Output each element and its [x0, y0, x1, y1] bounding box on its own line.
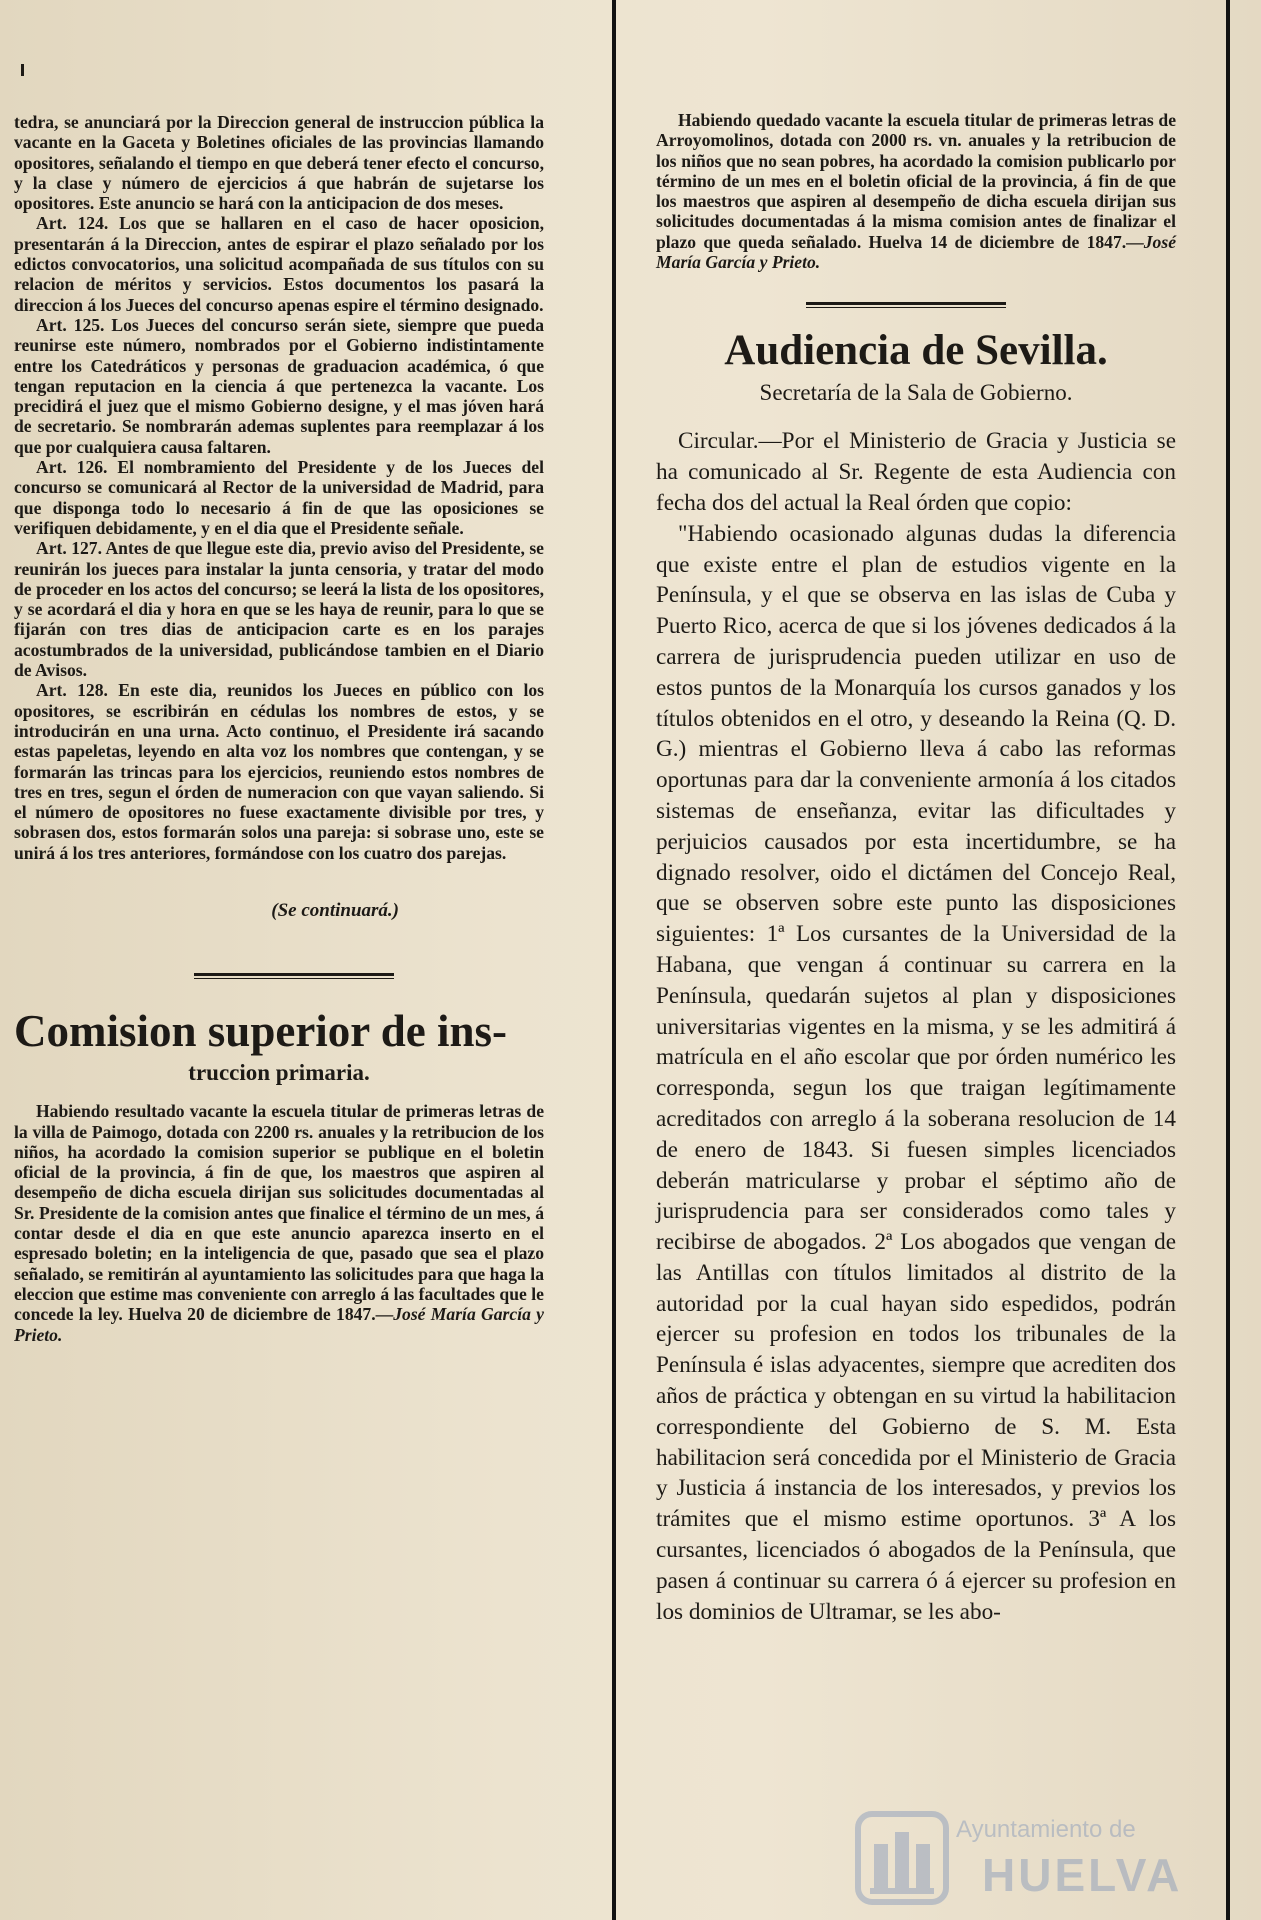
circular-text: "Habiendo ocasionado algunas dudas la diferencia que existe entre el plan de estudios vigente en la Península, y el que se observa en las islas de Cuba y Puerto Rico, acerca de que si los jóvenes dedicados á la carrera de jurisprudencia pueden utilizar en uso de estos puntos de la Monarquía los cursos ganados y los títulos obtenidos en el otro, y deseando la Reina (Q. D. G.) mientras el Gobierno lleva á cabo las reformas oportunas para dar la conveniente armonía á los citados sistemas de enseñanza, evitar las dificultades y perjuicios causados por esta incertidumbre, se ha dignado resolver, oido el dictámen del Concejo Real, que se observen sobre este punto las disposiciones siguientes: 1ª Los cursantes de la Universidad de la Habana, que vengan á continuar su carrera en la Península, quedarán sujetos al plan y disposiciones universitarias vigentes en la misma, y se les admitirá á matrícula en el año escolar que por órden numérico les corresponda, segun los que traigan legítimamente acreditados con arreglo á la soberana resolucion de 14 de enero de 1843. Si fuesen simples licenciados deberán matricularse y probar el séptimo año de jurisprudencia para ser considerados como tales y recibirse de abogados. 2ª Los abogados que vengan de las Antillas con títulos limitados al distrito de la autoridad por la cual hayan sido espedidos, podrán ejercer su profesion en todos los tribunales de la Península é islas adyacentes, siempre que acrediten dos años de práctica y obtengan en su virtud la habilitacion correspondiente del Gobierno de S. M. Esta habilitacion será concedida por el Ministerio de Gracia y Justicia á instancia de los interesados, y previos los trámites que el mismo estime oportunos. 3ª A los cursantes, licenciados ó abogados de la Península, que pasen á continuar su carrera ó á ejercer su profesion en los dominios de Ultramar, se les abo-: [656, 520, 1176, 1625]
article-text: El nombramiento del Presidente y de los Jueces del concurso se comunicará al Rector de la universidad de Madrid, para que disponga todo lo necesario á fin de que las oposiciones se verifiquen debidamente, y en el dia que el Presidente señale.: [14, 457, 544, 538]
article-label: Art. 127.: [36, 538, 102, 559]
continuation-paragraph: tedra, se anunciará por la Direccion general de instruccion pública la vacante en la Gaceta y Boletines oficiales de las provincias llamando opositores, señalando el tiempo en que deberá tener efecto el concurso, y la clase y número de ejercicios á que habrán de sujetarse los opositores. Este anuncio se hará con la anticipacion de dos meses.: [14, 112, 544, 214]
column-divider: [612, 0, 616, 1920]
circular-intro: Circular.—Por el Ministerio de Gracia y Justicia se ha comunicado al Sr. Regente de esta Audiencia con fecha dos del actual la Real órden que copio:: [656, 428, 1176, 516]
notice-paimogo: [14, 1101, 544, 1345]
section-subtitle: Secretaría de la Sala de Gobierno.: [759, 380, 1073, 406]
article-127: [14, 538, 544, 680]
building-seal-icon: [852, 1808, 952, 1908]
notice-text: Habiendo quedado vacante la escuela titular de primeras letras de Arroyomolinos, dotada con 2000 rs. vn. anuales y la retribucion de los niños que no sean pobres, ha acordado la comision publicarlo por término de un mes en el boletin oficial de la provincia, á fin de que los maestros que aspiren al desempeño de dicha escuela dirijan sus solicitudes documentadas á la misma comision antes de finalizar el plazo que queda señalado. Huelva 14 de diciembre de 1847.—: [656, 110, 1176, 252]
article-label: Art. 128.: [36, 680, 108, 701]
article-text: Los Jueces del concurso serán siete, siempre que pueda reunirse este número, nombrados por el Gobierno indistintamente entre los Catedráticos y personas de graduacion académica, ó que tengan reputacion en la ciencia á que pertenezca la vacante. Los precidirá el juez que el mismo Gobierno designe, y el mas jóven hará de secretario. Se nombrarán ademas suplentes para reemplazar á los que por cualquiera causa faltaren.: [14, 314, 544, 457]
notice-signature: José María García y Prieto.: [656, 231, 1176, 273]
article-126: [14, 457, 544, 538]
section-subtitle: truccion primaria.: [188, 1060, 370, 1086]
article-124: [14, 213, 544, 314]
section-divider: [194, 973, 394, 979]
archive-watermark: [852, 1808, 1182, 1908]
section-divider: [806, 302, 1006, 308]
section-title: Comision superior de ins-: [14, 1006, 507, 1057]
article-128: [14, 680, 544, 863]
watermark-main-text: HUELVA: [982, 1849, 1183, 1901]
article-text: En este dia, reunidos los Jueces en público con los opositores, se escribirán en cédulas los nombres de estos, y se introducirán en una urna. Acto continuo, el Presidente irá sacando estas papeletas, leyendo en alta voz los nombres que contengan, y se formarán las trincas para los ejercicios, reuniendo estos nombres de tres en tres, segun el órden de numeracion con que vayan saliendo. Si el número de opositores no fuese exactamente divisible por tres, y sobrasen dos, estos formarán solos una pareja: si sobrase uno, este se unirá á los tres anteriores, formándose con los cuatro dos parejas.: [14, 680, 544, 863]
notice-text: Habiendo resultado vacante la escuela titular de primeras letras de la villa de Paimogo, dotada con 2200 rs. anuales y la retribucion de los niños, ha acordado la comision superior se publique en el boletin oficial de la provincia, á fin de que, los maestros que aspiren al desempeño de dicha escuela dirijan sus solicitudes documentadas al Sr. Presidente de la comision antes que finalice el término de un mes, á contar desde el dia en que este anuncio aparezca inserto en el espresado boletin; en la inteligencia de que, pasado que sea el plazo señalado, se remitirán al ayuntamiento las solicitudes para que haga la eleccion que estime mas conveniente con arreglo á las facultades que le concede la ley. Huelva 20 de diciembre de 1847.—: [14, 1101, 544, 1325]
circular-body: [656, 426, 1176, 1627]
right-column: [656, 110, 1176, 1627]
watermark-top-text: Ayuntamiento de: [956, 1816, 1136, 1843]
left-column: [14, 112, 544, 1345]
notice-arroyomolinos: [656, 110, 1176, 272]
article-label: Art. 126.: [36, 457, 108, 478]
section-title: Audiencia de Sevilla.: [724, 327, 1108, 375]
continued-note: (Se continuará.): [271, 899, 399, 921]
article-label: Art. 124.: [36, 213, 109, 234]
page-mark: [21, 64, 24, 76]
article-label: Art. 125.: [36, 314, 105, 335]
article-text: Antes de que llegue este dia, previo aviso del Presidente, se reunirán los jueces para instalar la junta censoria, y tratar del modo de proceder en los actos del concurso; se leerá la lista de los opositores, y se acordará el dia y hora en que se les haya de reunir, para lo que se fijarán con tres dias de anticipacion carte es en los parajes acostumbrados de la universidad, publicándose tambien en el Diario de Avisos.: [14, 538, 544, 681]
article-125: [14, 315, 544, 457]
page-right-border: [1226, 0, 1230, 1920]
notice-signature: José María García y Prieto.: [14, 1304, 544, 1345]
article-text: Los que se hallaren en el caso de hacer oposicion, presentarán á la Direccion, antes de espirar el plazo señalado por los edictos convocatorios, una solicitud acompañada de sus títulos con su relacion de méritos y servicios. Estos documentos los pasará la direccion á los Jueces del concurso apenas espire el término designado.: [14, 213, 544, 315]
